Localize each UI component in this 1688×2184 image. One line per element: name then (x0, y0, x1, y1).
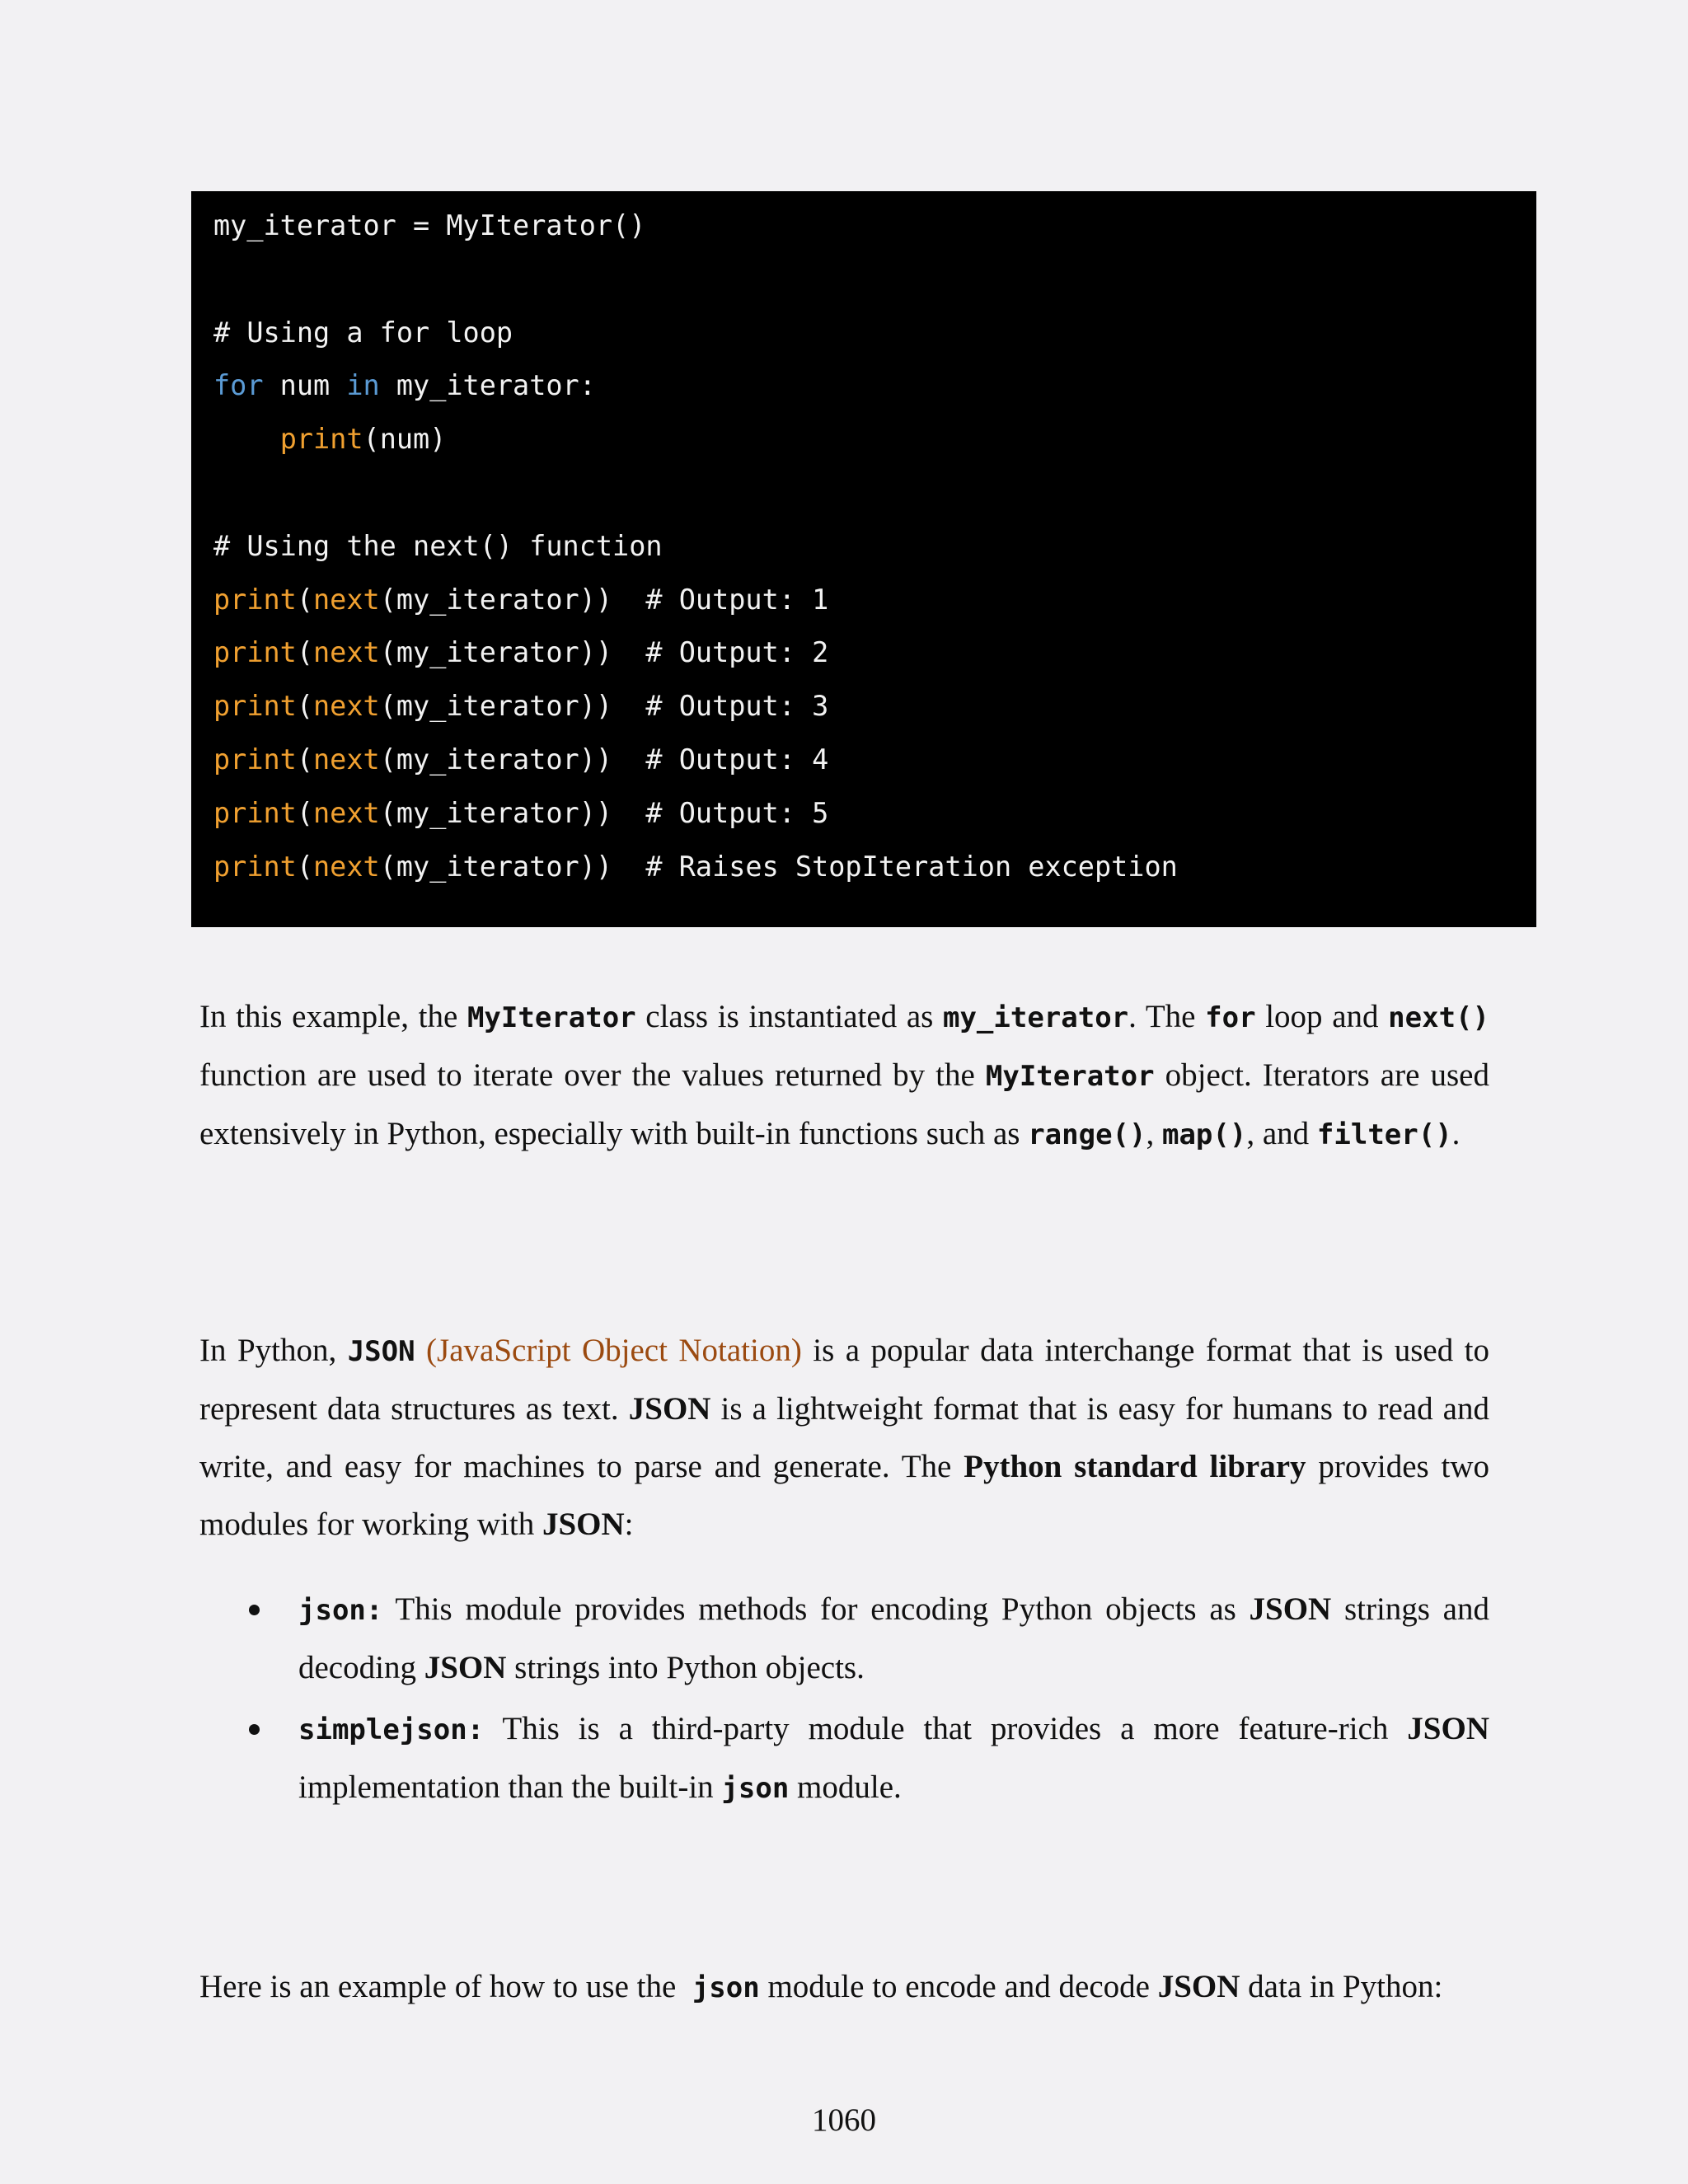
inline-code: next() (1388, 1001, 1489, 1034)
code-line: for num in my_iterator: (213, 369, 596, 402)
list-item-simplejson: simplejson: This is a third-party module that provides a more feature-rich JSON implementation than the built-in json module. (199, 1700, 1489, 1817)
code-line: # Using a for loop (213, 316, 513, 349)
page-number: 1060 (812, 2102, 876, 2138)
inline-code: JSON (347, 1335, 415, 1368)
inline-code: range() (1028, 1118, 1146, 1151)
inline-code: filter() (1316, 1118, 1452, 1151)
code-line-blank (213, 466, 1536, 520)
json-modules-list (199, 1581, 1489, 1821)
code-line: print(next(my_iterator)) # Output: 3 (213, 690, 829, 723)
paragraph-json-intro: In Python, JSON (JavaScript Object Notation) is a popular data interchange format that is used to represent data structures as text. JSON is a lightweight format that is easy for humans to read and write, and easy for machines to parse and generate. The Python standard library provides two modules for working with JSON: (199, 1333, 1490, 1542)
code-block (191, 191, 1536, 927)
inline-code: map() (1161, 1118, 1247, 1151)
bullet-icon (249, 1605, 260, 1615)
code-line: # Using the next() function (213, 529, 663, 562)
bullet-icon (249, 1724, 260, 1735)
inline-code: json: (298, 1594, 383, 1627)
code-line: print(num) (279, 423, 447, 456)
code-line: my_iterator = MyIterator() (213, 209, 646, 241)
inline-code: my_iterator (942, 1001, 1129, 1034)
code-line: print(next(my_iterator)) # Output: 4 (213, 743, 829, 776)
paragraph-json-example-intro: Here is an example of how to use the json module to encode and decode JSON data in Python: (199, 1969, 1443, 2004)
inline-code: json (721, 1772, 790, 1805)
inline-code: MyIterator (985, 1060, 1155, 1093)
inline-code: simplejson: (298, 1713, 485, 1746)
inline-code: MyIterator (467, 1001, 636, 1034)
paragraph-iterator-explanation: In this example, the MyIterator class is instantiated as my_iterator. The for loop and next() function are used to iterate over the values returned by the MyIterator object. Iterators are used extensively in Python, especially with built-in functions such as range(), map(), and filter(). (199, 999, 1489, 1151)
list-item-json: json: This module provides methods for encoding Python objects as JSON strings and decoding JSON strings into Python objects. (199, 1581, 1489, 1697)
inline-code: for (1205, 1001, 1256, 1034)
code-line-blank (213, 253, 1536, 307)
code-line: print(next(my_iterator)) # Raises StopIteration exception (213, 850, 1178, 883)
code-line: print(next(my_iterator)) # Output: 5 (213, 796, 829, 829)
code-line: print(next(my_iterator)) # Output: 2 (213, 636, 829, 669)
json-definition-link[interactable]: (JavaScript Object Notation) (426, 1333, 802, 1368)
inline-code: json (692, 1971, 760, 2004)
code-line: print(next(my_iterator)) # Output: 1 (213, 583, 829, 616)
